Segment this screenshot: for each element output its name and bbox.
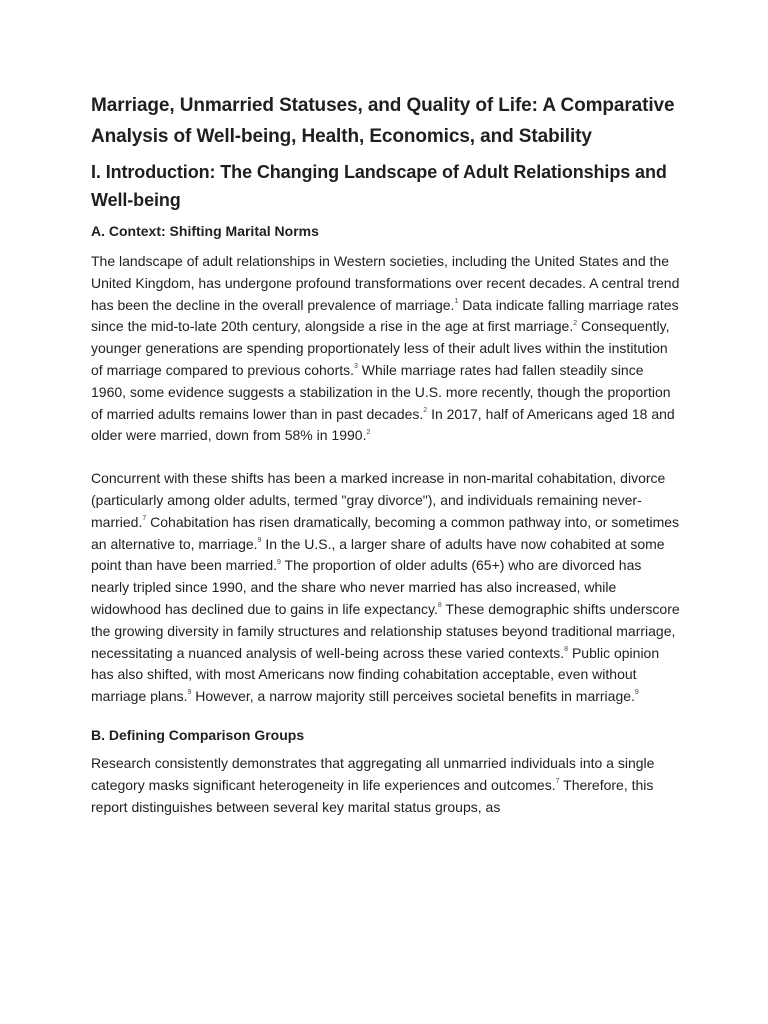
sentence: Public opinion has also shifted, with most Americans now finding cohabitation acceptable, even without marriage plans.: [91, 644, 660, 705]
footnote-ref[interactable]: 7: [555, 778, 560, 786]
sentence: The landscape of adult relationships in Western societies, including the United States and the United Kingdom, has undergone profound transformations over recent decades. A central trend has been the decline in the overall prevalence of marriage.: [91, 253, 680, 313]
footnote-ref[interactable]: 7: [142, 515, 147, 523]
footnote-ref[interactable]: 2: [573, 319, 578, 327]
footnote-ref[interactable]: 9: [277, 558, 281, 566]
subsection-heading-context: A. Context: Shifting Marital Norms: [91, 223, 319, 239]
footnote-ref[interactable]: 1: [454, 297, 459, 305]
document-title: Marriage, Unmarried Statuses, and Quality of Life: A Comparative Analysis of Well-being, Health, Economics, and Stability: [91, 95, 675, 147]
sentence: While marriage rates had fallen steadily since 1960, some evidence suggests a stabilization in the U.S. more recently, though the proportion of married adults remains lower than in past decades.: [91, 361, 671, 422]
footnote-ref[interactable]: 3: [354, 363, 358, 371]
sentence: Cohabitation has risen dramatically, becoming a common pathway into, or sometimes an alternative to, marriage.: [91, 513, 680, 552]
paragraph-demographic-shifts: [91, 468, 681, 708]
sentence: In the U.S., a larger share of adults have now cohabited at some point than have been married.: [91, 535, 665, 574]
paragraph-comparison-groups: [91, 753, 681, 818]
footnote-ref[interactable]: 9: [257, 536, 262, 544]
footnote-ref[interactable]: 8: [564, 645, 569, 653]
footnote-ref[interactable]: 9: [187, 689, 192, 697]
section-heading-introduction: I. Introduction: The Changing Landscape of Adult Relationships and Well-being: [91, 162, 667, 210]
footnote-ref[interactable]: 2: [423, 406, 428, 414]
sentence: These demographic shifts underscore the growing diversity in family structures and relationship statuses beyond traditional marriage, necessitating a nuanced analysis of well-being across these varied contexts.: [91, 600, 680, 661]
sentence: Therefore, this report distinguishes between several key marital status groups, as: [91, 776, 654, 815]
footnote-ref[interactable]: 8: [437, 602, 442, 610]
paragraph-marital-trends: [91, 251, 681, 447]
sentence: Concurrent with these shifts has been a marked increase in non-marital cohabitation, divorce (particularly among older adults, termed "gray divorce"), and individuals remaining never-married.: [91, 470, 666, 530]
sentence: However, a narrow majority still perceives societal benefits in marriage.: [191, 688, 635, 705]
sentence: Research consistently demonstrates that aggregating all unmarried individuals into a single category masks significant heterogeneity in life experiences and outcomes.: [91, 754, 655, 793]
sentence: Data indicate falling marriage rates since the mid-to-late 20th century, alongside a rise in the age at first marriage.: [91, 296, 679, 335]
sentence: In 2017, half of Americans aged 18 and older were married, down from 58% in 1990.: [91, 405, 675, 444]
sentence: Consequently, younger generations are spending proportionately less of their adult lives within the institution of marriage compared to previous cohorts.: [91, 318, 670, 378]
sentence: The proportion of older adults (65+) who are divorced has nearly tripled since 1990, and the share who never married has also increased, while widowhood has declined due to gains in life expectancy.: [91, 557, 642, 617]
subsection-heading-comparison-groups: B. Defining Comparison Groups: [91, 726, 305, 743]
footnote-ref[interactable]: 9: [634, 689, 639, 697]
document-page: [91, 90, 681, 818]
footnote-ref[interactable]: 2: [366, 428, 371, 436]
